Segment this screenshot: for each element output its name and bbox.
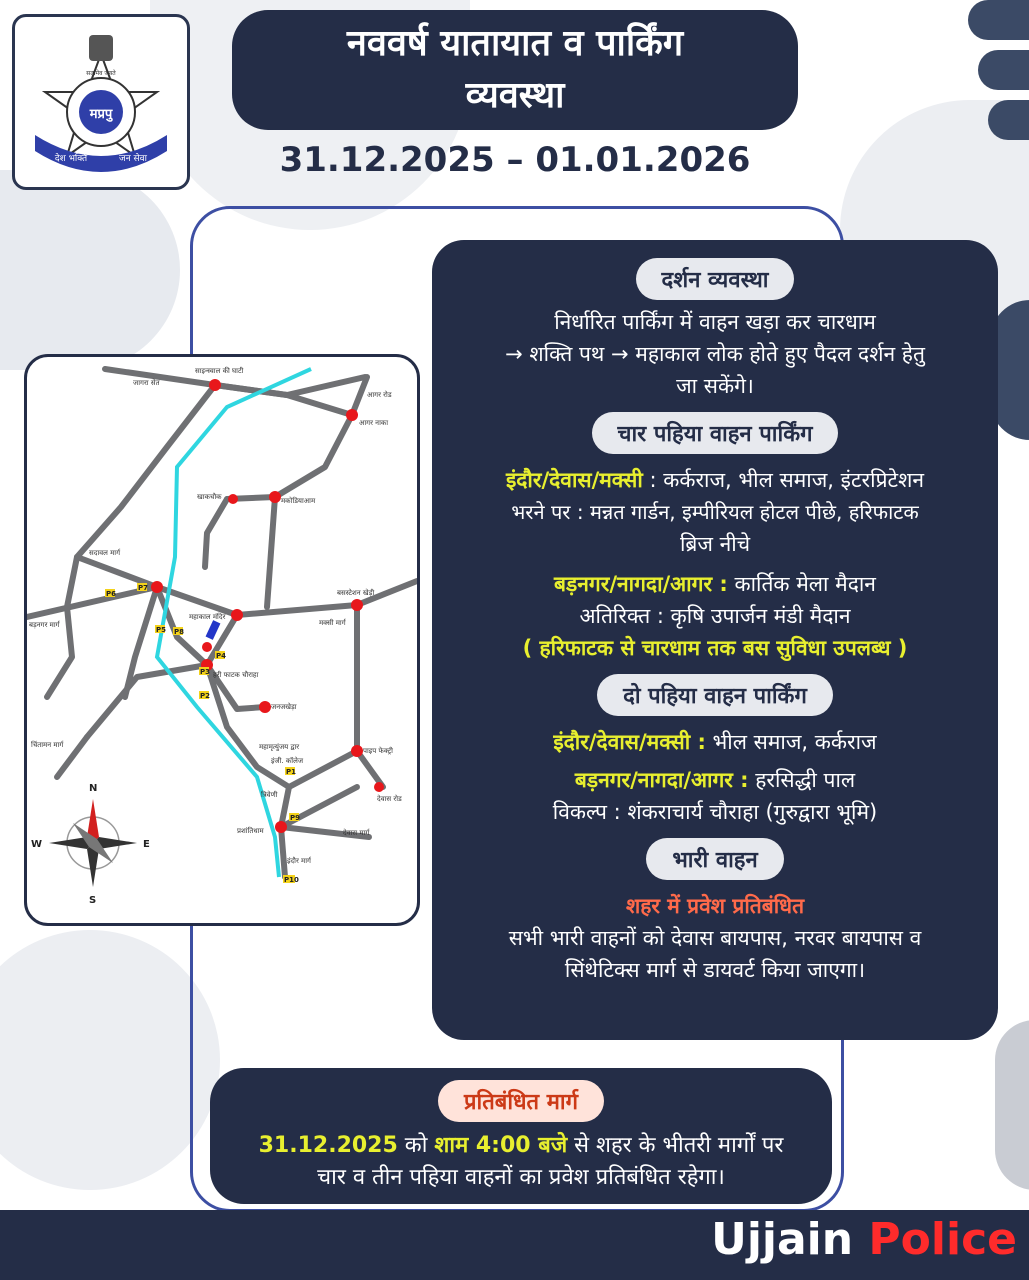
four-wheeler-heading: चार पहिया वाहन पार्किंग: [592, 412, 839, 454]
tw-alternate: विकल्प : शंकराचार्य चौराहा (गुरुद्वारा भूमि): [552, 800, 878, 824]
compass-w: W: [31, 839, 43, 850]
brand-red: Police: [868, 1214, 1017, 1265]
compass-n: N: [89, 783, 98, 794]
restricted-ko: को: [397, 1133, 435, 1158]
fw-route1-label: इंदौर/देवास/मक्सी: [505, 468, 643, 492]
darshan-line-2: → शक्ति पथ → महाकाल लोक होते हुए पैदल दर्शन हेतु: [505, 342, 925, 366]
tw-route2-label: बड़नगर/नागदा/आगर :: [574, 768, 749, 792]
parking-p10: P10: [284, 876, 299, 884]
map-label-8: महाकाल मंदिर: [189, 613, 226, 621]
fw-overflow-1: भरने पर : मन्नत गार्डन, इम्पीरियल होटल पीछे, हरिफाटक: [511, 500, 919, 524]
mp-police-logo: [12, 14, 190, 190]
map-label-14: इंजी. कॉलेज: [271, 757, 304, 765]
parking-p6: P6: [106, 590, 117, 598]
fw-bus-note: ( हरिफाटक से चारधाम तक बस सुविधा उपलब्ध ): [522, 636, 908, 660]
map-label-17: प्रशांतिधाम: [237, 827, 264, 835]
heavy-heading: भारी वाहन: [646, 838, 783, 880]
tw-route1-label: इंदौर/देवास/मक्सी :: [553, 730, 706, 754]
restricted-line-2: चार व तीन पहिया वाहनों का प्रवेश प्रतिबंधित रहेगा।: [317, 1165, 725, 1190]
title-line-2: व्यवस्था: [465, 75, 565, 116]
tw-route2-text: हरसिद्धी पाल: [748, 768, 856, 792]
parking-p5: P5: [156, 626, 167, 634]
map-label-12: जनजखेड़ा: [271, 703, 297, 711]
restricted-date: 31.12.2025: [258, 1133, 398, 1158]
map-label-5: खाकचौक: [197, 493, 222, 501]
compass-e: E: [143, 839, 150, 850]
brand-white: Ujjain: [711, 1214, 854, 1265]
two-wheeler-heading: दो पहिया वाहन पार्किंग: [597, 674, 833, 716]
map-label-13: महामृत्युंजय द्वार: [259, 743, 300, 751]
compass-s: S: [89, 895, 97, 906]
map-label-19: बड़नगर मार्ग: [29, 621, 60, 629]
parking-p9: P9: [290, 814, 301, 822]
map-label-7: सदावल मार्ग: [89, 549, 121, 557]
darshan-line-1: निर्धारित पार्किंग में वाहन खड़ा कर चारधाम: [554, 310, 876, 334]
map-label-3: आगर नाका: [359, 419, 389, 427]
map-label-20: चिंतामन मार्ग: [31, 741, 64, 749]
logo-top-text: सत्यमेव जयते: [86, 70, 116, 77]
title-line-1: नववर्ष यातायात व पार्किंग: [346, 23, 684, 64]
right-curve-decoration-2: [995, 1020, 1029, 1190]
bg-shape-bottom-left: [0, 930, 220, 1190]
map-label-1: साइन्स्वाल की घाटी: [195, 367, 244, 375]
compass-rose: [31, 783, 150, 906]
map-label-6: मकोडियाआम: [281, 497, 316, 505]
route-map: [24, 354, 420, 926]
map-label-22: देवास रोड: [377, 795, 402, 803]
map-label-16: त्रिवेणी: [261, 791, 278, 799]
restricted-box: [210, 1068, 832, 1204]
parking-p4: P4: [216, 652, 227, 660]
tw-route1-text: भील समाज, कर्कराज: [705, 730, 877, 754]
brand-name: [711, 1214, 1017, 1265]
map-label-11: मक्सी मार्ग: [319, 619, 346, 627]
fw-extra: अतिरिक्त : कृषि उपार्जन मंडी मैदान: [579, 604, 851, 628]
parking-p8: P8: [174, 628, 185, 636]
parking-p7: P7: [138, 584, 149, 592]
bg-shape-left: [0, 170, 180, 370]
info-panel: [432, 240, 998, 1040]
map-label-4: आगर रोड: [367, 391, 392, 399]
logo-motto-left: देश भक्ति: [54, 154, 88, 164]
heavy-warning: शहर में प्रवेश प्रतिबंधित: [625, 894, 805, 918]
heavy-line-2: सिंथेटिक्स मार्ग से डायवर्ट किया जाएगा।: [564, 958, 866, 982]
parking-p3: P3: [200, 668, 211, 676]
map-label-10: बसस्टेशन खेड़ी: [337, 589, 375, 597]
map-label-2: जागरा सेत: [133, 379, 160, 387]
restricted-time: शाम 4:00 बजे: [434, 1133, 568, 1158]
parking-p2: P2: [200, 692, 211, 700]
corner-stripes: [968, 0, 1029, 150]
logo-emblem-text: मप्रपु: [89, 107, 113, 122]
fw-overflow-2: ब्रिज नीचे: [679, 532, 751, 556]
map-label-21: इंदौर मार्ग: [287, 857, 311, 865]
restricted-rest: से शहर के भीतरी मार्गों पर: [567, 1133, 784, 1158]
heavy-line-1: सभी भारी वाहनों को देवास बायपास, नरवर बायपास व: [508, 926, 922, 950]
date-range: 31.12.2025 – 01.01.2026: [279, 140, 751, 180]
restricted-heading: प्रतिबंधित मार्ग: [438, 1080, 604, 1122]
map-label-18: देवास मार्ग: [343, 829, 370, 837]
logo-motto-right: जन सेवा: [119, 154, 147, 164]
map-label-9: हरी फाटक चौराहा: [213, 671, 259, 679]
fw-route2-text: कार्तिक मेला मैदान: [727, 572, 876, 596]
page-title: [232, 10, 798, 130]
fw-route1-text: : कर्कराज, भील समाज, इंटरप्रिटेशन: [642, 468, 925, 492]
darshan-heading: दर्शन व्यवस्था: [636, 258, 795, 300]
parking-p1: P1: [286, 768, 297, 776]
darshan-line-3: जा सकेंगे।: [676, 374, 754, 398]
map-label-15: पाइप फेक्ट्री: [363, 747, 393, 755]
fw-route2-label: बड़नगर/नागदा/आगर :: [554, 572, 728, 596]
